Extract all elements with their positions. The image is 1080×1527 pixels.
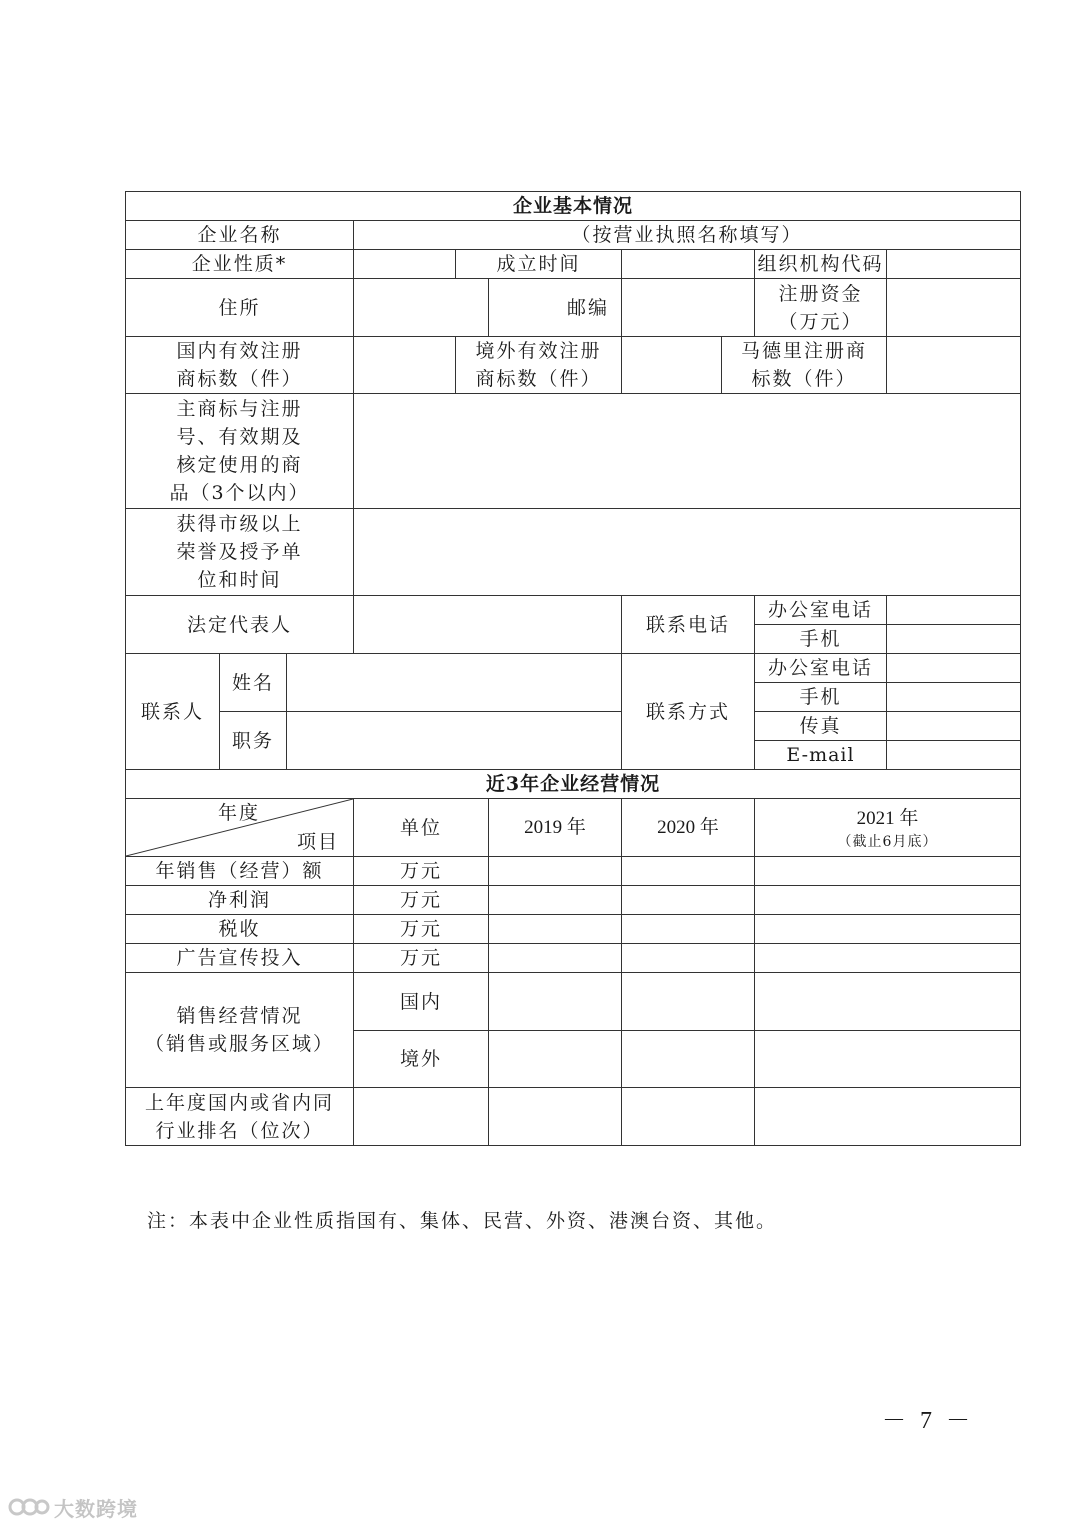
footnote: 注：本表中企业性质指国有、集体、民营、外资、港澳台资、其他。 [147, 1210, 778, 1232]
advertising-2019[interactable] [489, 944, 622, 973]
year-2019-header: 2019 年 [489, 799, 622, 857]
honors-field[interactable] [354, 509, 1021, 596]
registered-capital-label: 注册资金 （万元） [755, 279, 887, 337]
advertising-unit: 万元 [354, 944, 489, 973]
domestic-trademark-count-field[interactable] [354, 337, 456, 394]
office-phone-field[interactable] [887, 596, 1021, 625]
legal-representative-label: 法定代表人 [126, 596, 354, 654]
annual-sales-unit: 万元 [354, 857, 489, 886]
mobile-field[interactable] [887, 625, 1021, 654]
contact-mobile-label: 手机 [755, 683, 887, 712]
domestic-2019[interactable] [489, 973, 622, 1031]
fax-label: 传真 [755, 712, 887, 741]
office-phone-label: 办公室电话 [755, 596, 887, 625]
year-item-header [126, 799, 354, 857]
sales-region-label: 销售经营情况 （销售或服务区域） [126, 973, 354, 1088]
overseas-label: 境外 [354, 1031, 489, 1088]
tax-2021[interactable] [755, 915, 1021, 944]
industry-rank-2021[interactable] [755, 1088, 1021, 1146]
domestic-2021[interactable] [755, 973, 1021, 1031]
honors-label: 获得市级以上 荣誉及授予单 位和时间 [126, 509, 354, 596]
legal-representative-field[interactable] [354, 596, 622, 654]
fax-field[interactable] [887, 712, 1021, 741]
unit-header: 单位 [354, 799, 489, 857]
section-title-basic: 企业基本情况 [126, 192, 1021, 221]
main-trademark-label: 主商标与注册 号、有效期及 核定使用的商 品（3个以内） [126, 394, 354, 509]
tax-label: 税收 [126, 915, 354, 944]
madrid-trademark-count-field[interactable] [887, 337, 1021, 394]
industry-rank-2019[interactable] [489, 1088, 622, 1146]
advertising-2021[interactable] [755, 944, 1021, 973]
enterprise-name-label: 企业名称 [126, 221, 354, 250]
foreign-trademark-count-label: 境外有效注册 商标数（件） [456, 337, 622, 394]
org-code-label: 组织机构代码 [755, 250, 887, 279]
address-field[interactable] [354, 279, 489, 337]
contact-title-field[interactable] [287, 712, 622, 770]
watermark-logo-icon [8, 1495, 50, 1519]
contact-title-label: 职务 [220, 712, 287, 770]
watermark [8, 1493, 138, 1521]
section-title-operations: 近3年企业经营情况 [126, 770, 1021, 799]
mobile-label: 手机 [755, 625, 887, 654]
annual-sales-2020[interactable] [622, 857, 755, 886]
header-item-label: 项目 [296, 831, 339, 853]
contact-office-phone-field[interactable] [887, 654, 1021, 683]
advertising-label: 广告宣传投入 [126, 944, 354, 973]
enterprise-info-form [125, 191, 1021, 1146]
madrid-trademark-count-label: 马德里注册商 标数（件） [722, 337, 887, 394]
net-profit-2019[interactable] [489, 886, 622, 915]
main-trademark-field[interactable] [354, 394, 1021, 509]
postcode-label: 邮编 [489, 279, 622, 337]
contact-office-phone-label: 办公室电话 [755, 654, 887, 683]
contact-name-label: 姓名 [220, 654, 287, 712]
net-profit-2021[interactable] [755, 886, 1021, 915]
tax-2020[interactable] [622, 915, 755, 944]
foreign-trademark-count-field[interactable] [622, 337, 722, 394]
contact-name-field[interactable] [287, 654, 622, 712]
annual-sales-2021[interactable] [755, 857, 1021, 886]
founded-date-label: 成立时间 [456, 250, 622, 279]
tax-2019[interactable] [489, 915, 622, 944]
enterprise-name-field[interactable]: （按营业执照名称填写） [354, 221, 1021, 250]
registered-capital-field[interactable] [887, 279, 1021, 337]
address-label: 住所 [126, 279, 354, 337]
year-2021-header: 2021 年 （截止6月底） [755, 799, 1021, 857]
page-number: － 7 － [882, 1408, 974, 1434]
contact-method-label: 联系方式 [622, 654, 755, 770]
email-label: E-mail [755, 741, 887, 770]
founded-date-field[interactable] [622, 250, 755, 279]
annual-sales-label: 年销售（经营）额 [126, 857, 354, 886]
contact-phone-label: 联系电话 [622, 596, 755, 654]
advertising-2020[interactable] [622, 944, 755, 973]
net-profit-label: 净利润 [126, 886, 354, 915]
net-profit-unit: 万元 [354, 886, 489, 915]
tax-unit: 万元 [354, 915, 489, 944]
year-2020-header: 2020 年 [622, 799, 755, 857]
domestic-trademark-count-label: 国内有效注册 商标数（件） [126, 337, 354, 394]
enterprise-nature-field[interactable] [354, 250, 456, 279]
contact-mobile-field[interactable] [887, 683, 1021, 712]
contact-person-label: 联系人 [126, 654, 220, 770]
header-year-label: 年度 [218, 802, 261, 824]
overseas-2019[interactable] [489, 1031, 622, 1088]
net-profit-2020[interactable] [622, 886, 755, 915]
email-field[interactable] [887, 741, 1021, 770]
industry-rank-unit[interactable] [354, 1088, 489, 1146]
domestic-label: 国内 [354, 973, 489, 1031]
org-code-field[interactable] [887, 250, 1021, 279]
domestic-2020[interactable] [622, 973, 755, 1031]
annual-sales-2019[interactable] [489, 857, 622, 886]
industry-rank-2020[interactable] [622, 1088, 755, 1146]
postcode-field[interactable] [622, 279, 755, 337]
enterprise-nature-label: 企业性质* [126, 250, 354, 279]
watermark-text: 大数跨境 [54, 1496, 138, 1521]
overseas-2020[interactable] [622, 1031, 755, 1088]
overseas-2021[interactable] [755, 1031, 1021, 1088]
industry-rank-label: 上年度国内或省内同 行业排名（位次） [126, 1088, 354, 1146]
